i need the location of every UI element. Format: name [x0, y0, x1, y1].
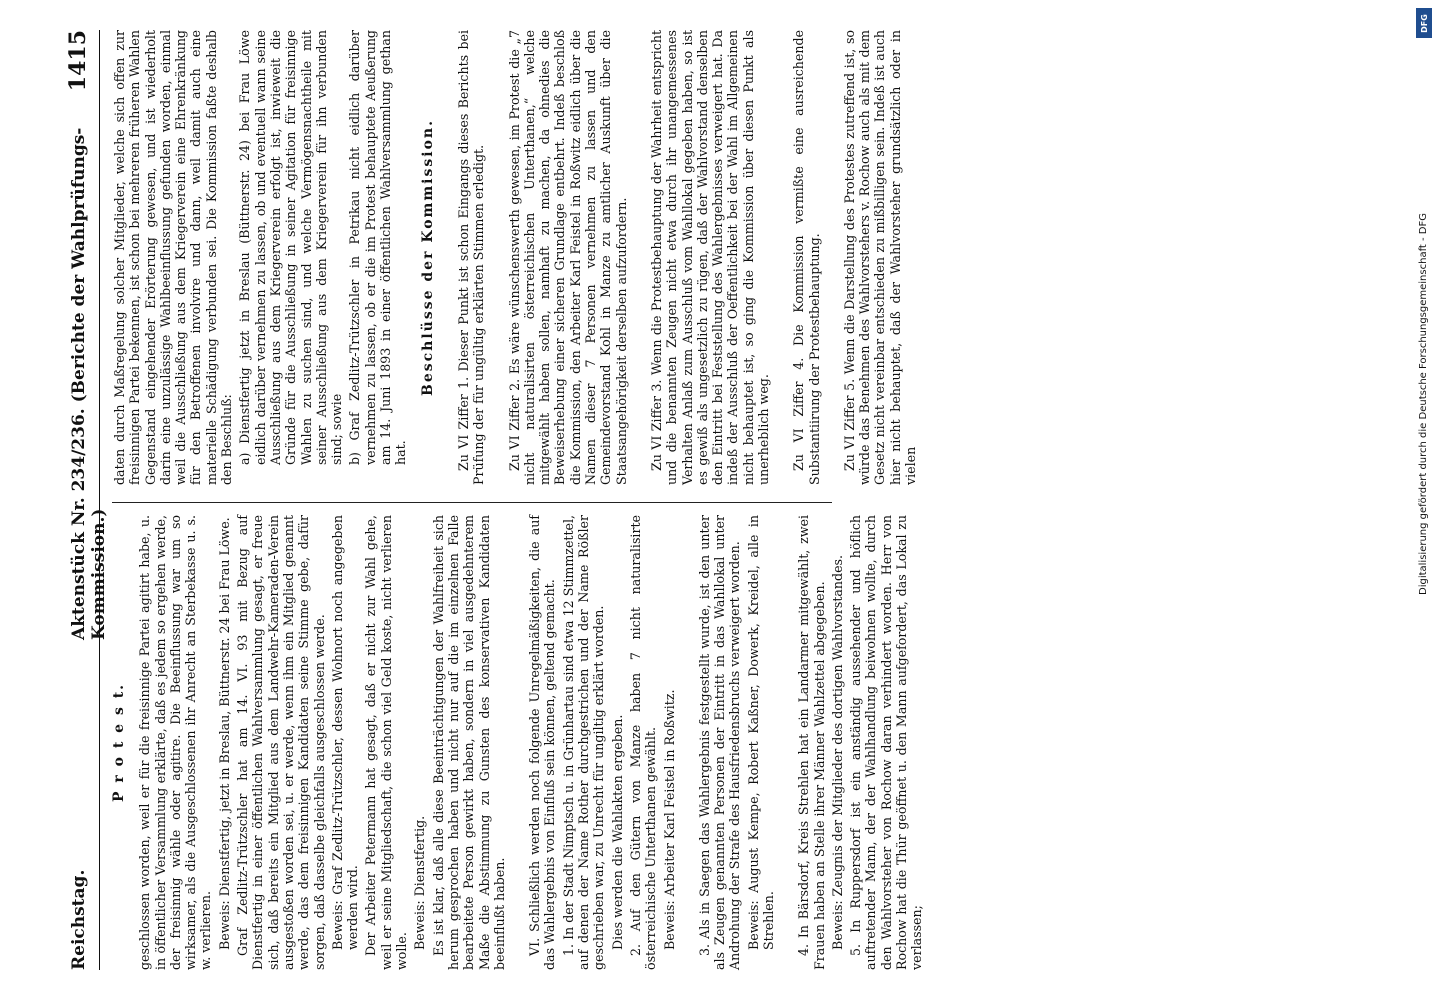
dfg-logo-text: DFG [1419, 13, 1429, 33]
evidence: Beweis: Graf Zedlitz-Trützschler, dessen Wohnort noch angegeben werden wird. [329, 515, 361, 950]
left-column [112, 515, 928, 970]
evidence: Dies werden die Wahlakten ergeben. [609, 714, 625, 950]
page-number: 1415 [65, 30, 91, 92]
paragraph: 3. Als in Saegen das Wahlergebnis festgestellt wurde, ist den unter als Zeugen genannten Personen der Eintritt in das Wahllokal unter Androhung der Strafe des Hausfriedensbruchs verweigert worden. [696, 515, 743, 970]
evidence: Beweis: Dienstfertig, jetzt in Breslau, Büttnerstr. 24 bei Frau Löwe. [216, 517, 232, 950]
header-left: Reichstag. [69, 869, 89, 970]
paragraph: 5. In Ruppersdorf ist ein anständig aussehender und höflich auftretender Mann, der der Wahlhandlung beiwohnen wollte, durch den Wahlvorsteher von Rochow daran verhindert worden. Herr von Rochow hat die Thür geöffnet u. den Mann aufgefordert, das Lokal zu verlassen; [848, 515, 925, 970]
evidence: Beweis: August Kempe, Robert Kaßner, Dowerk, Kreidel, alle in Strehlen. [745, 515, 776, 950]
section-vi: VI. Schließlich werden noch folgende Unregelmäßigkeiten, die auf das Wahlergebnis von Einfluß sein können, geltend gemacht. [527, 515, 558, 970]
paragraph: Zu VI Ziffer 5. Wenn die Darstellung des Protestes zutreffend ist, so würde das Benehmen des Wahlvorstehers v. Rochow auch als mit dem Gesetz nicht vereinbar entschieden zu mißbilligen sein. Indeß ist auch hier nicht behauptet, daß der Wahlvorsteher grundsätzlich oder in vielen [841, 30, 919, 485]
paragraph: Zu VI Ziffer 4. Die Kommission vermißte eine ausreichende Substantiirung der Protestbehauptung. [791, 30, 822, 485]
paragraph: 1. In der Stadt Nimptsch u. in Grünhartau sind etwa 12 Stimmzettel, auf denen der Name Rother durchgestrichen und der Name Rößler geschrieben war, zu Unrecht für ungiltig erklärt worden. [560, 515, 607, 970]
right-column [112, 30, 921, 485]
paragraph: 4. In Bärsdorf, Kreis Strehlen hat ein Landarmer mitgewählt, zwei Frauen haben an Stelle ihrer Männer Wahlzettel abgegeben. [796, 515, 827, 970]
paragraph: 2. Auf den Gütern von Manze haben 7 nicht naturalisirte österreichische Unterthanen gewählt. [627, 515, 659, 970]
commission-heading: Beschlüsse der Kommission. [419, 119, 436, 396]
paragraph: daten durch Maßregelung solcher Mitglieder, welche sich offen zur freisinnigen Partei bekennen, ist schon bei mehreren früheren Wahlen Gegenstand eingehender Erörterung gewesen, und ist wiederholt darin eine unzulässige Wahlbeeinflussung gefunden worden, einmal weil die Ausschließung aus dem Kriegerverein eine Ehrenkränkung für den Betroffenen involvire und dann, weil damit auch eine materielle Schädigung verbunden sei. Die Kommission faßte deshalb den Beschluß: [112, 30, 235, 485]
dfg-logo [1416, 8, 1432, 38]
paragraph: Zu VI Ziffer 1. Dieser Punkt ist schon Eingangs dieses Berichts bei Prüfung der für ungültig erklärten Stimmen erledigt. [455, 30, 487, 485]
resolution-b: b) Graf Zedlitz-Trützschler in Petrikau nicht eidlich darüber vernehmen zu lassen, ob er die im Protest behauptete Aeußerung am 14. Juni 1893 in einer öffentlichen Wahlversammlung gethan hat. [347, 30, 409, 465]
protest-heading: P r o t e s t. [111, 682, 127, 803]
paragraph: Graf Zedlitz-Trützschler hat am 14. VI. 93 mit Bezug auf Dienstfertig in einer öffentlichen Wahlversammlung gesagt, er freue sich, daß bereits ein Mitglied aus dem Landwehr-Kameraden-Verein ausgestoßen worden sei, u. er werde, wenn ihm ein Mitglied genannt werde, das dem freisinnigen Kandidaten seine Stimme gebe, dafür sorgen, daß dasselbe gleichfalls ausgeschlossen werde. [235, 515, 327, 970]
evidence: Beweis: Arbeiter Karl Feistel in Roßwitz. [661, 689, 677, 950]
resolution-a: a) Dienstfertig jetzt in Breslau (Büttnerstr. 24) bei Frau Löwe eidlich darüber vernehmen zu lassen, ob und eventuell wann seine Ausschließung aus dem Kriegerverein erfolgt ist, inwieweit die Gründe für die Ausschließung in seiner Agitation für freisinnige Wahlen zu suchen sind, und welche Vermögensnachtheile mit seiner Ausschließung aus dem Kriegerverein für ihn verbunden sind; sowie [237, 30, 345, 465]
paragraph: Zu VI Ziffer 3. Wenn die Protestbehauptung der Wahrheit entspricht und die benannten Zeugen nicht etwa durch ihr unangemessenes Verhalten Anlaß zum Ausschluß vom Wahllokal gegeben haben, so ist es gewiß als ungesetzlich zu rügen, daß der Wahlvorstand denselben den Eintritt bei Feststellung des Wahlergebnisses verweigert hat. Da indeß der Ausschluß der Oeffentlichkeit bei der Wahl im Allgemeinen nicht behauptet ist, so ging die Kommission über diesen Punkt als unerheblich weg. [648, 30, 771, 485]
page-header [55, 30, 109, 970]
evidence: Beweis: Zeugnis der Mitglieder des dortigen Wahlvorstandes. [829, 555, 845, 950]
column-divider [112, 502, 832, 503]
paragraph: geschlossen worden, weil er für die freisinnige Partei agitirt habe, u. in öffentlicher Versammlung erklärte, daß es jedem so ergehen werde, der freisinnig wähle oder agitire. Die Beeinflussung war um so wirksamer, als die Ausgeschlossenen ihr Anrecht an Sterbekasse u. s. w. verlieren. [137, 515, 214, 970]
evidence: Beweis: Dienstfertig. [412, 815, 428, 950]
header-title: Aktenstück Nr. 234/236. (Berichte der Wahlprüfungs-Kommission.) [69, 127, 109, 640]
paragraph: Es ist klar, daß alle diese Beeinträchtigungen der Wahlfreiheit sich herum gesprochen haben und nicht nur auf die im einzelnen Falle bearbeitete Person gewirkt haben, sondern in viel ausgedehnterem Maße die Abstimmung zu Gunsten des konservativen Kandidaten beeinflußt haben. [430, 515, 507, 970]
digitization-credit: Digitalisierung gefördert durch die Deutsche Forschungsgemeinschaft - DFG [1418, 212, 1429, 595]
paragraph: Zu VI Ziffer 2. Es wäre wünschenswerth gewesen, im Protest die „7 nicht naturalisirten österreichischen Unterthanen,“ welche mitgewählt haben sollen, namhaft zu machen, da ohnedies die Beweiserhebung einer sicheren Grundlage entbehrt. Indeß beschloß die Kommission, den Arbeiter Karl Feistel in Roßwitz eidlich über die Namen dieser 7 Personen vernehmen zu lassen und den Gemeindevorstand Kohl in Manze zu amtlicher Auskunft über die Staatsangehörigkeit derselben aufzufordern. [506, 30, 629, 485]
paragraph: Der Arbeiter Petermann hat gesagt, daß er nicht zur Wahl gehe, weil er seine Mitgliedschaft, die schon viel Geld koste, nicht verlieren wolle. [363, 515, 410, 970]
